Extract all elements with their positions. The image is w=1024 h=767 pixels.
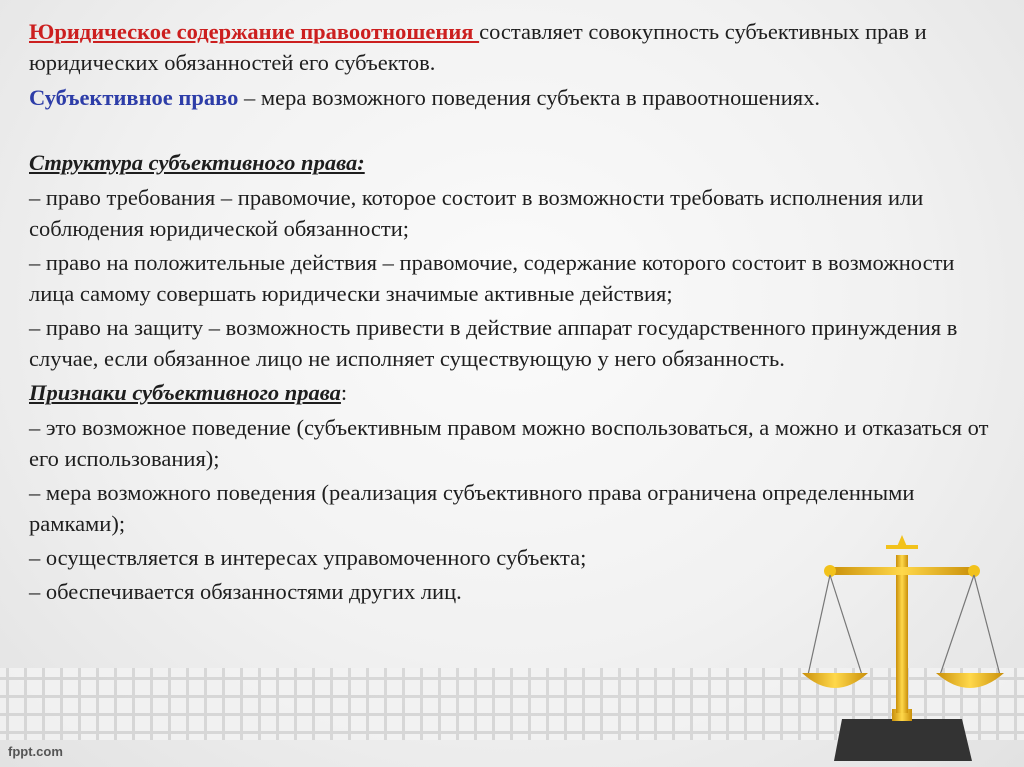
footer-logo: fppt.com bbox=[8, 744, 63, 759]
balance-scales-icon bbox=[800, 525, 1024, 767]
feature-item-2: – мера возможного поведения (реализация субъективного права ограничена определенными рамками); bbox=[29, 480, 915, 536]
features-heading-line bbox=[29, 377, 1004, 408]
term-legal-content: Юридическое содержание правоотношения bbox=[29, 19, 480, 44]
feature-item-3: – осуществляется в интересах управомоченного субъекта; bbox=[29, 545, 587, 570]
scales-pan-right bbox=[936, 673, 1004, 688]
slide-body bbox=[29, 16, 1004, 610]
feature-item-1: – это возможное поведение (субъективным правом можно воспользоваться, а можно и отказаться от его использования); bbox=[29, 415, 989, 471]
intro-text: составляет совокупность субъективных прав и юридических обязанностей его субъектов. bbox=[29, 19, 927, 75]
scales-chain-right-b bbox=[974, 575, 1000, 675]
intro-paragraph bbox=[29, 16, 1004, 78]
scales-crossbar-top bbox=[886, 545, 918, 549]
scales-pan-left bbox=[802, 673, 868, 688]
definition-text: – мера возможного поведения субъекта в правоотношениях. bbox=[238, 85, 820, 110]
structure-heading: Структура субъективного права: bbox=[29, 150, 365, 175]
definition-paragraph bbox=[29, 82, 1004, 113]
feature-item-4: – обеспечивается обязанностями других лиц. bbox=[29, 579, 462, 604]
term-subjective-right: Субъективное право bbox=[29, 85, 239, 110]
scales-base bbox=[834, 719, 972, 761]
scales-chain-left-b bbox=[830, 575, 862, 675]
scales-beam bbox=[830, 567, 974, 575]
structure-item-1: – право требования – правомочие, которое состоит в возможности требовать исполнения или соблюдения юридической обязанности; bbox=[29, 185, 924, 241]
features-heading-suffix: : bbox=[340, 380, 348, 405]
structure-item-3: – право на защиту – возможность привести в действие аппарат государственного принуждения в случае, если обязанное лицо не исполняет существующую у него обязанность. bbox=[29, 315, 958, 371]
scales-chain-left-a bbox=[808, 575, 830, 675]
features-heading: Признаки субъективного права bbox=[29, 380, 341, 405]
structure-item-2: – право на положительные действия – правомочие, содержание которого состоит в возможности лица самому совершать юридически значимые активные действия; bbox=[29, 250, 955, 306]
scales-pillar bbox=[896, 555, 908, 713]
scales-chain-right-a bbox=[940, 575, 974, 675]
spacer bbox=[29, 117, 1004, 147]
